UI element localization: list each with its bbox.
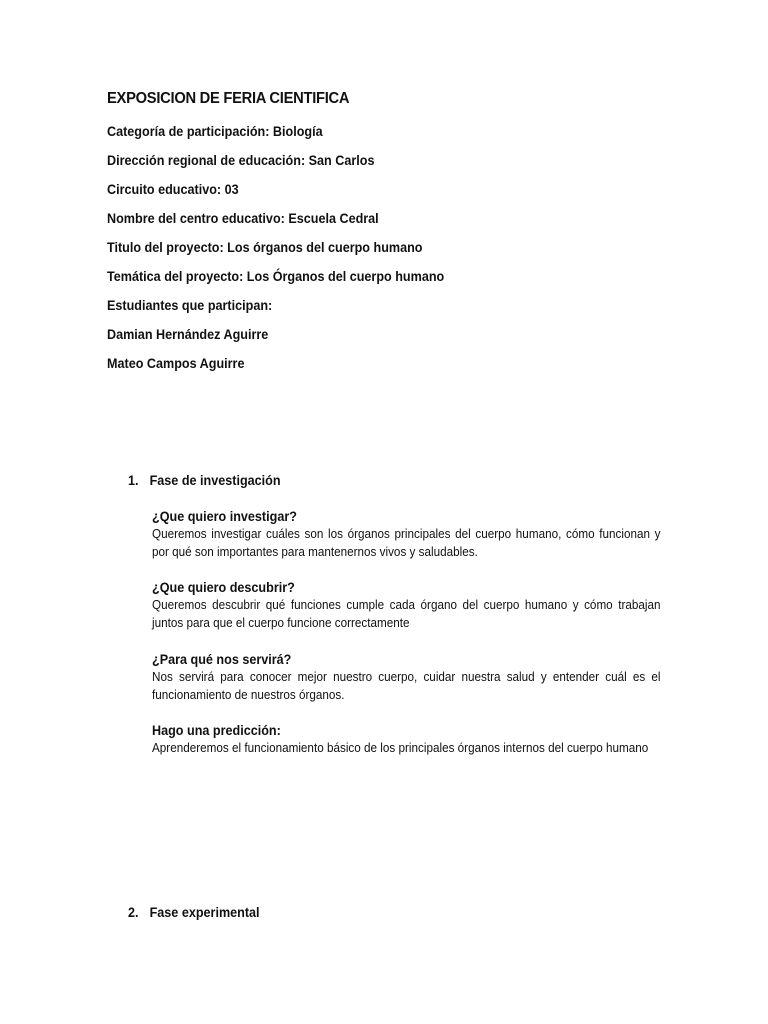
circuit-line: Circuito educativo: 03 — [107, 181, 239, 197]
qa-block — [152, 507, 660, 561]
project-theme-line: Temática del proyecto: Los Órganos del cuerpo humano — [107, 268, 445, 284]
phase-heading-experimental — [128, 902, 668, 922]
phase-heading-investigation — [128, 470, 668, 490]
category-line: Categoría de participación: Biología — [107, 123, 323, 139]
phase-label: Fase de investigación — [149, 472, 281, 488]
phase-label: Fase experimental — [149, 904, 260, 920]
phase-number: 2. — [128, 904, 139, 920]
answer-text: Queremos descubrir qué funciones cumple cada órgano del cuerpo humano y cómo trabajan juntos para que el cuerpo funcione correctamente — [152, 597, 661, 630]
answer-text: Aprenderemos el funcionamiento básico de los principales órganos internos del cuerpo humano — [152, 740, 649, 755]
student-name: Damian Hernández Aguirre — [107, 326, 269, 342]
answer-text: Nos servirá para conocer mejor nuestro cuerpo, cuidar nuestra salud y entender cuál es el funcionamiento de nuestros órganos. — [152, 669, 661, 702]
student-name: Mateo Campos Aguirre — [107, 355, 245, 371]
phase-number: 1. — [128, 472, 139, 488]
regional-direction-line: Dirección regional de educación: San Carlos — [107, 152, 375, 168]
qa-block — [152, 578, 660, 632]
project-info — [107, 121, 667, 382]
students-heading: Estudiantes que participan: — [107, 297, 273, 313]
answer-text: Queremos investigar cuáles son los órganos principales del cuerpo humano, cómo funcionan y por qué son importantes para mantenernos vivos y saludables. — [152, 526, 661, 559]
school-name-line: Nombre del centro educativo: Escuela Cedral — [107, 210, 379, 226]
qa-block — [152, 650, 660, 704]
qa-block — [152, 721, 660, 757]
question-heading: Hago una predicción: — [152, 722, 281, 738]
question-heading: ¿Para qué nos servirá? — [152, 651, 292, 667]
project-title-line: Titulo del proyecto: Los órganos del cuerpo humano — [107, 239, 423, 255]
question-heading: ¿Que quiero investigar? — [152, 508, 297, 524]
document-title: EXPOSICION DE FERIA CIENTIFICA — [107, 90, 350, 107]
question-heading: ¿Que quiero descubrir? — [152, 579, 295, 595]
